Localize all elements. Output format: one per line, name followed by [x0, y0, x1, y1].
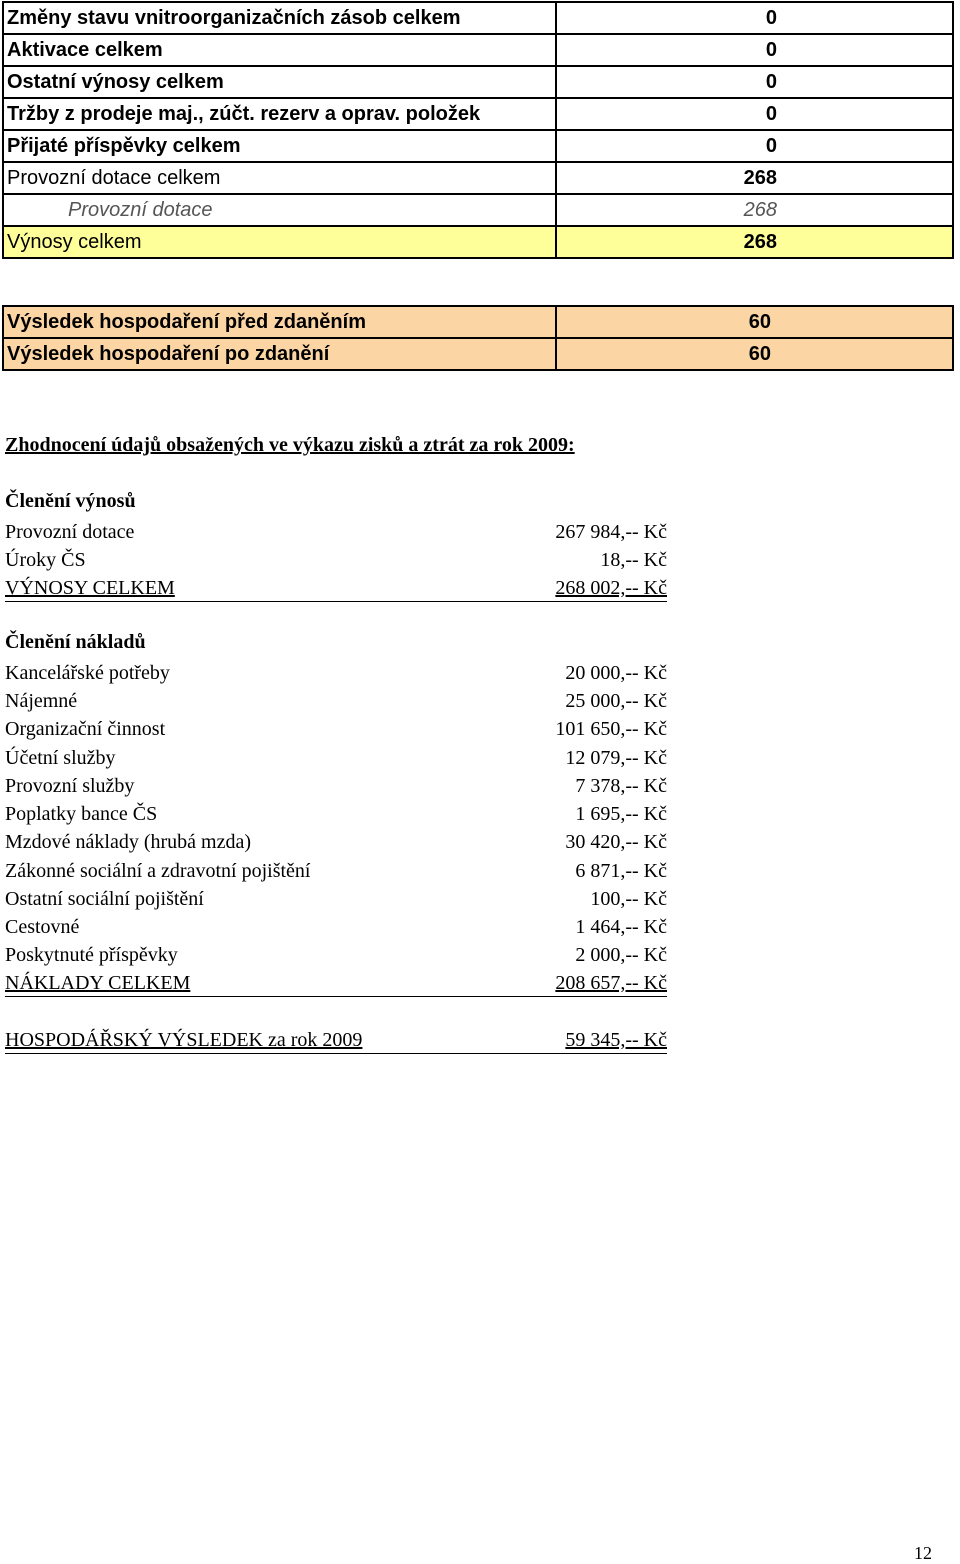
- total-label: NÁKLADY CELKEM: [5, 972, 191, 994]
- item-label: Účetní služby: [5, 747, 116, 769]
- item-amount: 18,-- Kč: [600, 549, 667, 571]
- list-item: [5, 913, 667, 941]
- item-amount: 267 984,-- Kč: [555, 521, 667, 543]
- row-label: Výsledek hospodaření před zdaněním: [3, 306, 556, 338]
- item-label: Poplatky bance ČS: [5, 803, 158, 825]
- item-amount: 6 871,-- Kč: [575, 860, 667, 882]
- list-item: [5, 857, 667, 885]
- item-label: Organizační činnost: [5, 718, 166, 740]
- list-item: [5, 546, 667, 574]
- table-row: [3, 130, 953, 162]
- list-item: [5, 800, 667, 828]
- costs-total: [5, 969, 667, 997]
- item-amount: 101 650,-- Kč: [555, 718, 667, 740]
- row-label: Provozní dotace celkem: [3, 162, 556, 194]
- revenues-total: [5, 574, 667, 602]
- table-row: [3, 2, 953, 34]
- item-amount: 100,-- Kč: [590, 888, 667, 910]
- costs-heading: Členění nákladů: [5, 631, 146, 653]
- list-item: [5, 518, 667, 546]
- list-item: [5, 715, 667, 743]
- table-row: [3, 194, 953, 226]
- item-label: Nájemné: [5, 690, 78, 712]
- item-amount: 2 000,-- Kč: [575, 944, 667, 966]
- table-row: [3, 66, 953, 98]
- row-label: Ostatní výnosy celkem: [3, 66, 556, 98]
- total-amount: 208 657,-- Kč: [555, 972, 667, 994]
- row-label: Tržby z prodeje maj., zúčt. rezerv a oprav. položek: [3, 98, 556, 130]
- table-row-highlighted: [3, 306, 953, 338]
- item-amount: 1 464,-- Kč: [575, 916, 667, 938]
- item-label: Provozní služby: [5, 775, 135, 797]
- list-item: [5, 828, 667, 856]
- item-amount: 25 000,-- Kč: [565, 690, 667, 712]
- list-item: [5, 659, 667, 687]
- item-label: Cestovné: [5, 916, 80, 938]
- item-amount: 12 079,-- Kč: [565, 747, 667, 769]
- item-label: Úroky ČS: [5, 549, 86, 571]
- item-amount: 1 695,-- Kč: [575, 803, 667, 825]
- list-item: [5, 687, 667, 715]
- item-amount: 7 378,-- Kč: [575, 775, 667, 797]
- row-value: 0: [765, 71, 777, 93]
- row-value: 268: [743, 199, 777, 221]
- row-label: Výnosy celkem: [3, 226, 556, 258]
- row-label: Aktivace celkem: [3, 34, 556, 66]
- item-label: Zákonné sociální a zdravotní pojištění: [5, 860, 311, 882]
- row-value: 0: [765, 103, 777, 125]
- page-number: 12: [914, 1543, 932, 1563]
- table-row: [3, 98, 953, 130]
- summary-table: [2, 1, 954, 259]
- revenues-heading: Členění výnosů: [5, 490, 136, 512]
- row-value: 268: [743, 231, 777, 253]
- row-value: 60: [748, 311, 771, 333]
- item-amount: 20 000,-- Kč: [565, 662, 667, 684]
- item-label: Ostatní sociální pojištění: [5, 888, 204, 910]
- item-label: Poskytnuté příspěvky: [5, 944, 178, 966]
- item-label: Mzdové náklady (hrubá mzda): [5, 831, 252, 853]
- row-label: Výsledek hospodaření po zdanění: [3, 338, 556, 370]
- list-item: [5, 772, 667, 800]
- table-row-highlighted: [3, 338, 953, 370]
- total-label: VÝNOSY CELKEM: [5, 577, 175, 599]
- list-item: [5, 744, 667, 772]
- item-label: Provozní dotace: [5, 521, 135, 543]
- item-label: Kancelářské potřeby: [5, 662, 170, 684]
- row-value: 0: [765, 135, 777, 157]
- row-value: 0: [765, 7, 777, 29]
- result-amount: 59 345,-- Kč: [565, 1029, 667, 1051]
- result-label: HOSPODÁŘSKÝ VÝSLEDEK za rok 2009: [5, 1029, 363, 1051]
- total-amount: 268 002,-- Kč: [555, 577, 667, 599]
- table-row: [3, 34, 953, 66]
- table-row-highlighted: [3, 226, 953, 258]
- row-value: 60: [748, 343, 771, 365]
- result-table: [2, 305, 954, 371]
- item-amount: 30 420,-- Kč: [565, 831, 667, 853]
- section-title: Zhodnocení údajů obsažených ve výkazu zisků a ztrát za rok 2009:: [5, 434, 575, 456]
- list-item: [5, 941, 667, 969]
- list-item: [5, 885, 667, 913]
- row-label: Změny stavu vnitroorganizačních zásob celkem: [3, 2, 556, 34]
- row-value: 268: [743, 167, 777, 189]
- row-value: 0: [765, 39, 777, 61]
- row-label: Přijaté příspěvky celkem: [3, 130, 556, 162]
- row-label: Provozní dotace: [3, 194, 556, 226]
- table-row: [3, 162, 953, 194]
- economic-result: [5, 1026, 667, 1054]
